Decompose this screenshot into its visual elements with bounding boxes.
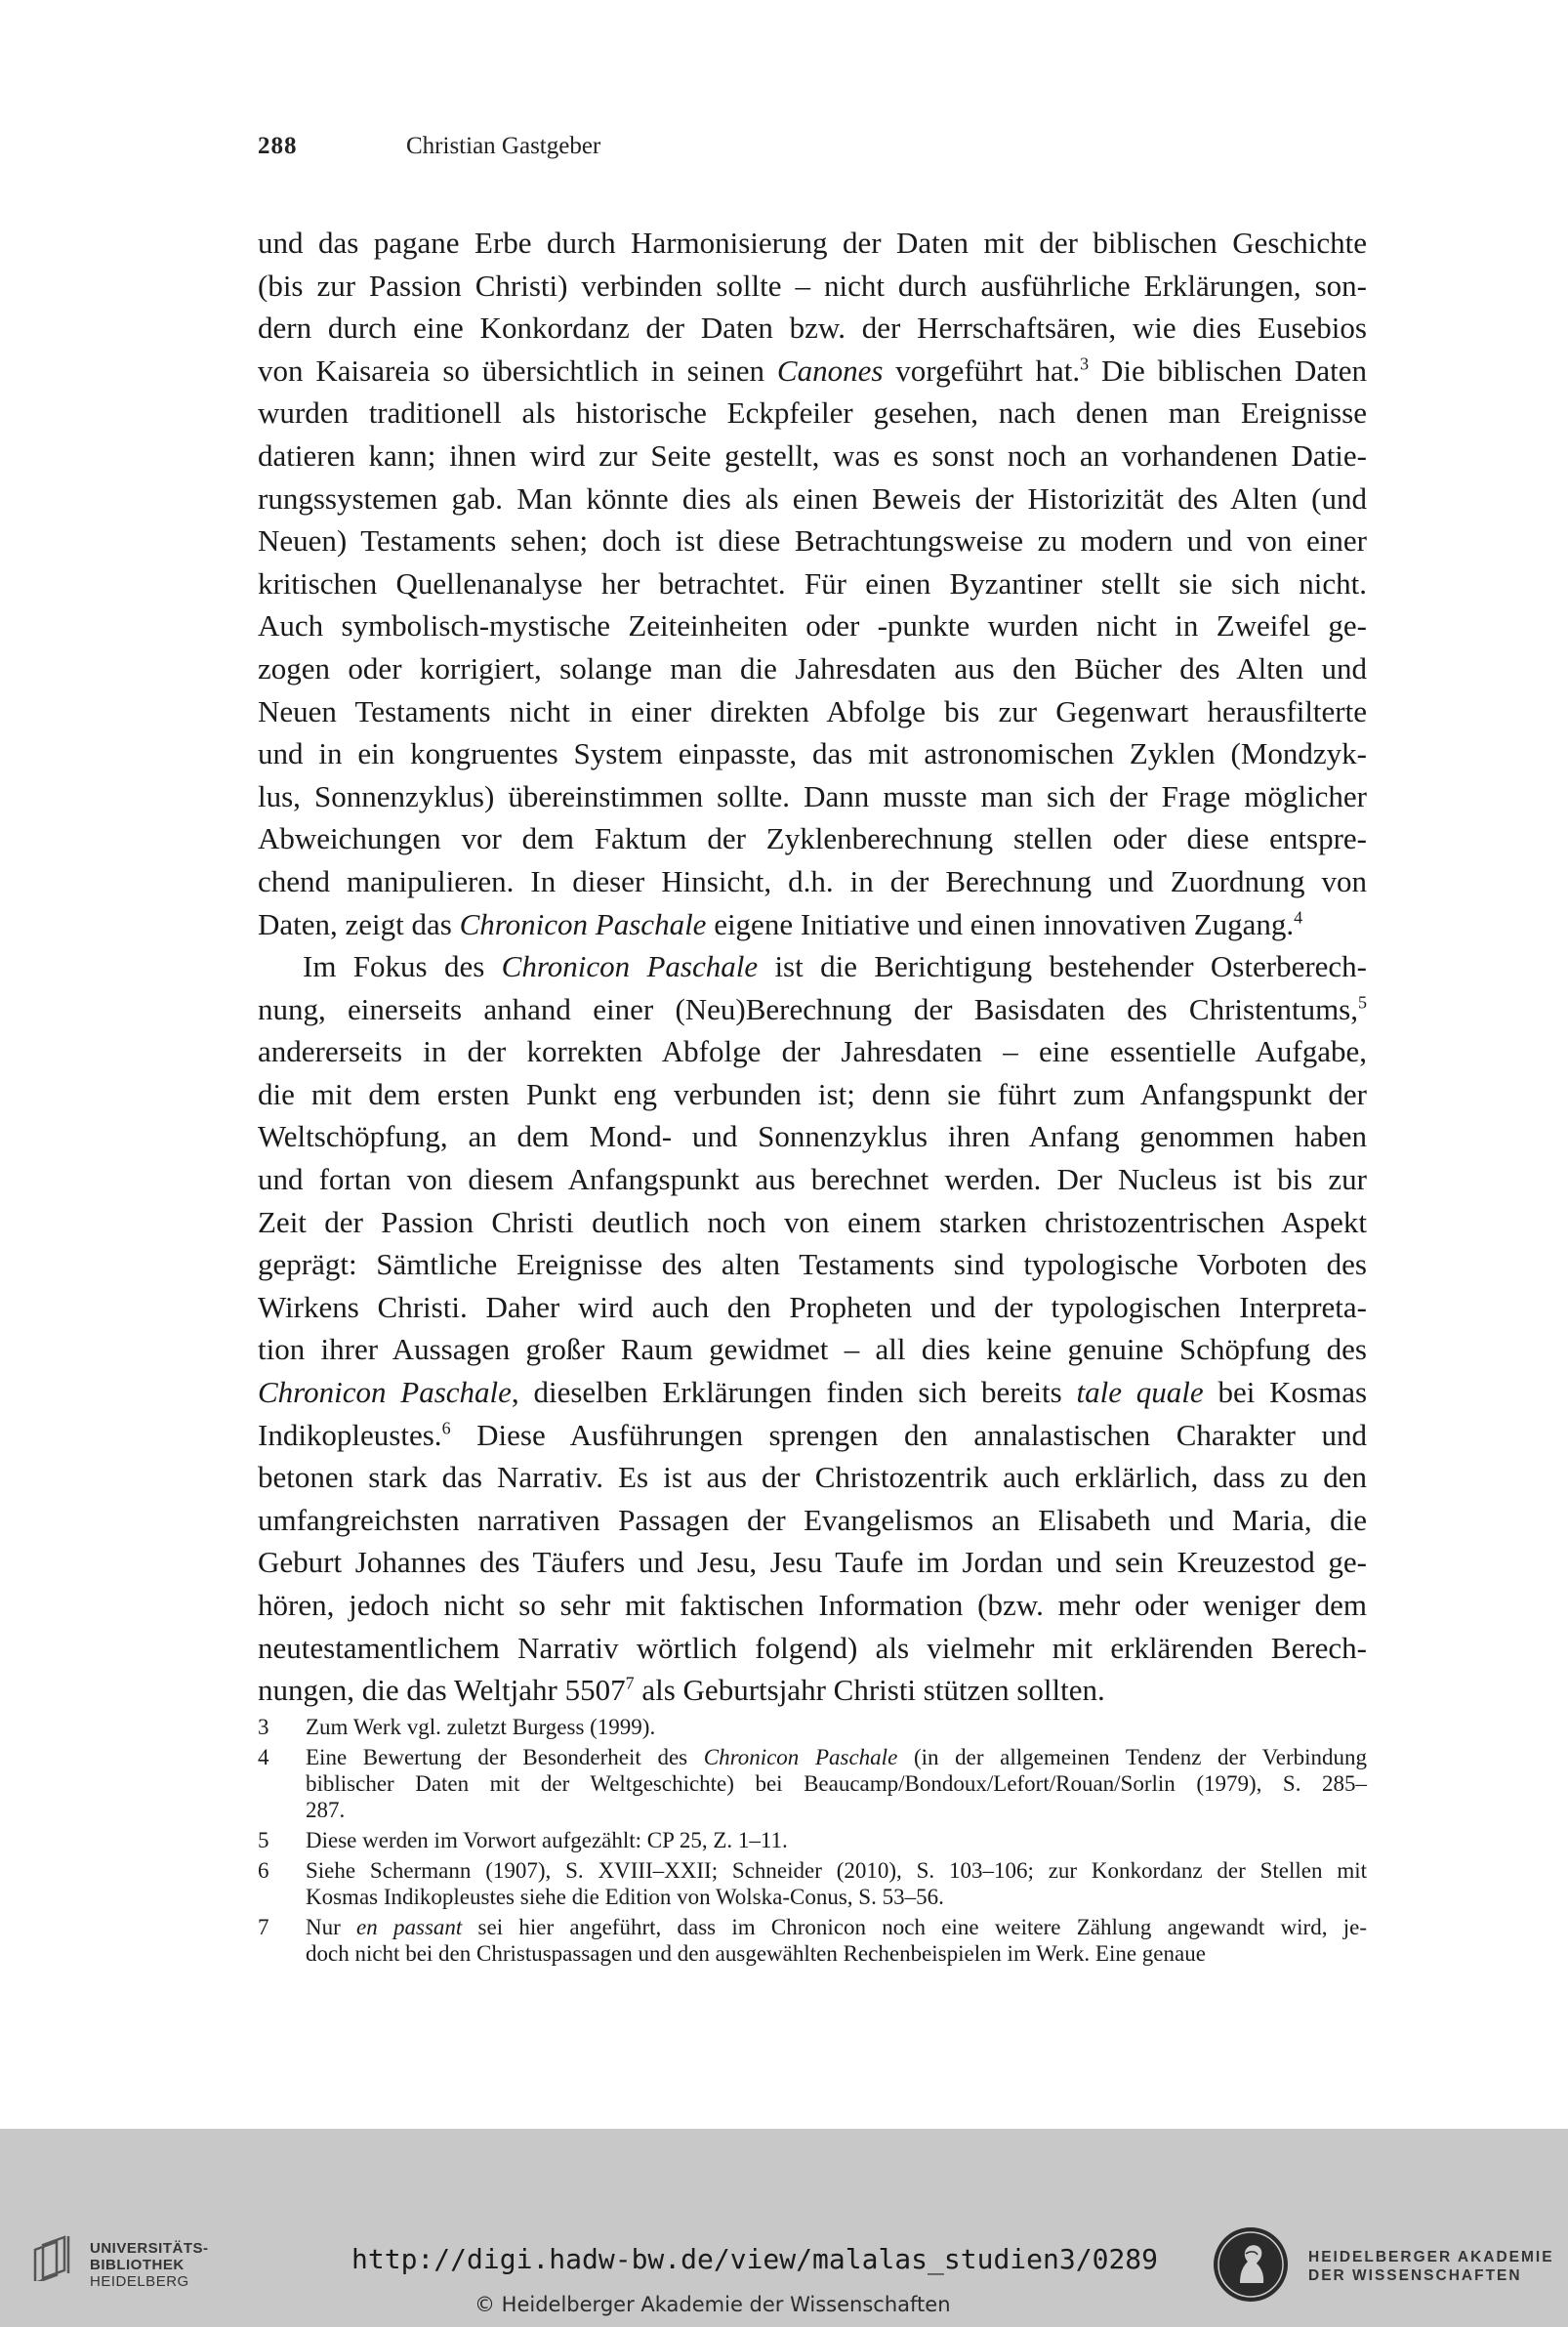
italic-title: Chronicon Paschale [258, 1375, 512, 1410]
text-run: eigene Initiative und einen innovativen Zugang. [706, 906, 1295, 941]
text-line: lus, Sonnenzyklus) übereinstimmen sollte. Dann musste man sich der Frage möglicher [258, 778, 1367, 813]
text-run: Die biblischen Daten [1089, 353, 1367, 388]
text-line [258, 903, 1367, 946]
text-line: und das pagane Erbe durch Harmonisierung der Daten mit der biblischen Geschichte [258, 226, 1367, 260]
italic-title: Chronicon Paschale [703, 1745, 898, 1769]
text-line: Weltschöpfung, an dem Mond- und Sonnenzyklus ihren Anfang genommen haben [258, 1119, 1367, 1154]
running-head [258, 133, 601, 160]
text-run: , dieselben Erklärungen finden sich bereits [511, 1375, 1077, 1410]
text-line [258, 1669, 1367, 1712]
text-line [258, 945, 1367, 988]
text-run: biblischer Daten mit der Weltgeschichte) bei Beaucamp/Bondoux/Lefort/Rouan/Sorlin (1979), S. 285– [306, 1771, 1367, 1796]
running-head-author: Christian Gastgeber [406, 133, 601, 159]
footnote-4 [258, 1744, 1367, 1823]
university-library-name [90, 2240, 209, 2290]
text-run: ist die Berichtigung bestehender Osterberech- [758, 949, 1367, 984]
text-line: und in ein kongruentes System einpasste, das mit astronomischen Zyklen (Mondzyk- [258, 736, 1367, 771]
italic-title: Chronicon Paschale [459, 906, 707, 941]
footnote-number: 3 [258, 1715, 269, 1739]
footnote-7 [258, 1914, 1367, 1967]
academy-name [1308, 2248, 1554, 2285]
text-run: Indikopleustes. [258, 1417, 442, 1452]
footnote-line [306, 1827, 1367, 1853]
text-line: die mit dem ersten Punkt eng verbunden ist; denn sie führt zum Anfangspunkt der [258, 1076, 1367, 1111]
footnote-line [306, 1770, 1367, 1797]
text-run: bei Kosmas [1203, 1375, 1368, 1410]
footnote-number: 7 [258, 1915, 269, 1939]
text-line [258, 350, 1367, 393]
text-line: rungssystemen gab. Man könnte dies als einen Beweis der Historizität des Alten (und [258, 480, 1367, 516]
text-line: hören, jedoch nicht so sehr mit faktischen Information (bzw. mehr oder weniger dem [258, 1588, 1367, 1622]
footnotes [258, 1714, 1367, 1971]
text-run: (in der allgemeinen Tendenz der Verbindung [897, 1745, 1367, 1769]
main-text [258, 222, 1367, 1712]
text-line: Zeit der Passion Christi deutlich noch von einem starken christozentrischen Aspekt [258, 1204, 1367, 1239]
text-run: Kosmas Indikopleustes siehe die Edition von Wolska-Conus, S. 53–56. [306, 1885, 944, 1909]
footnote-5 [258, 1827, 1367, 1853]
text-run: Diese werden im Vorwort aufgezählt: CP 25, Z. 1–11. [306, 1828, 788, 1852]
text-line: und fortan von diesem Anfangspunkt aus berechnet werden. Der Nucleus ist bis zur [258, 1162, 1367, 1197]
footnote-line [306, 1857, 1367, 1884]
footnote-ref: 3 [1080, 353, 1090, 374]
text-line: umfangreichsten narrativen Passagen der Evangelismos an Elisabeth und Maria, die [258, 1502, 1367, 1537]
text-line [258, 1414, 1367, 1457]
text-line: neutestamentlichem Narrativ wörtlich folgend) als vielmehr mit erklärenden Berech- [258, 1630, 1367, 1665]
text-line: andererseits in der korrekten Abfolge der Jahresdaten – eine essentielle Aufgabe, [258, 1034, 1367, 1069]
text-run: 287. [306, 1798, 346, 1822]
footnote-line [306, 1797, 1367, 1823]
footnote-number: 5 [258, 1828, 269, 1852]
text-line: (bis zur Passion Christi) verbinden sollte – nicht durch ausführliche Erklärungen, son- [258, 268, 1367, 303]
text-line: dern durch eine Konkordanz der Daten bzw. der Herrschaftsären, wie dies Eusebios [258, 311, 1367, 346]
ub-line-3: HEIDELBERG [90, 2273, 189, 2290]
text-run: sei hier angeführt, dass im Chronicon noch eine weitere Zählung angewandt wird, je- [462, 1915, 1367, 1939]
text-run: Diese Ausführungen sprengen den annalastischen Charakter und [450, 1417, 1367, 1452]
text-run: vorgeführt hat. [883, 353, 1081, 388]
text-run: Eine Bewertung der Besonderheit des [306, 1745, 704, 1769]
text-run: Daten, zeigt das [258, 906, 460, 941]
copyright-notice: © Heidelberger Akademie der Wissenschaften [475, 2293, 951, 2316]
permalink-url[interactable]: http://digi.hadw-bw.de/view/malalas_studien3/0289 [351, 2243, 1159, 2275]
footnote-ref: 5 [1358, 992, 1367, 1013]
text-line: Auch symbolisch-mystische Zeiteinheiten oder -punkte wurden nicht in Zweifel ge- [258, 608, 1367, 644]
text-line: geprägt: Sämtliche Ereignisse des alten Testaments sind typologische Vorboten des [258, 1247, 1367, 1282]
footnote-line [306, 1744, 1367, 1770]
text-run: Nur [306, 1915, 357, 1939]
paragraph-1 [258, 222, 1367, 945]
italic-title: en passant [356, 1915, 463, 1939]
text-run: Zum Werk vgl. zuletzt Burgess (1999). [306, 1715, 656, 1739]
university-library-logo-icon [29, 2226, 84, 2281]
hadw-line-1: HEIDELBERGER AKADEMIE [1308, 2249, 1554, 2265]
text-run: von Kaisareia so übersichtlich in seinen [258, 353, 777, 388]
footnote-line [306, 1714, 1367, 1740]
text-line [258, 988, 1367, 1031]
text-run: Siehe Schermann (1907), S. XVIII–XXII; Schneider (2010), S. 103–106; zur Konkordanz der Stellen mit [306, 1858, 1367, 1883]
text-line: Geburt Johannes des Täufers und Jesu, Jesu Taufe im Jordan und sein Kreuzestod ge- [258, 1545, 1367, 1580]
text-line: betonen stark das Narrativ. Es ist aus der Christozentrik auch erklärlich, dass zu den [258, 1460, 1367, 1495]
text-line: Abweichungen vor dem Faktum der Zyklenberechnung stellen oder diese entspre- [258, 821, 1367, 856]
footnote-number: 4 [258, 1745, 269, 1769]
paragraph-2 [258, 945, 1367, 1712]
text-run: nung, einerseits anhand einer (Neu)Berechnung der Basisdaten des Christentums, [258, 991, 1358, 1026]
footnote-line [306, 1884, 1367, 1910]
italic-title: Canones [776, 353, 884, 388]
text-line: wurden traditionell als historische Eckpfeiler gesehen, nach denen man Ereignisse [258, 395, 1367, 431]
text-line: kritischen Quellenanalyse her betrachtet. Für einen Byzantiner stellt sie sich nicht. [258, 565, 1367, 601]
italic-title: Chronicon Paschale [501, 949, 759, 984]
italic-title: tale quale [1076, 1375, 1204, 1410]
footnote-ref: 4 [1294, 907, 1303, 928]
footnote-line [306, 1940, 1367, 1967]
ub-line-1: UNIVERSITÄTS- [90, 2240, 209, 2257]
footnote-3 [258, 1714, 1367, 1740]
hadw-line-2: DER WISSENSCHAFTEN [1308, 2267, 1522, 2284]
text-line: chend manipulieren. In dieser Hinsicht, d.h. in der Berechnung und Zuordnung von [258, 863, 1367, 898]
text-line: tion ihrer Aussagen großer Raum gewidmet – all dies keine genuine Schöpfung des [258, 1332, 1367, 1367]
text-line: datieren kann; ihnen wird zur Seite gestellt, was es sonst noch an vorhandenen Datie- [258, 437, 1367, 473]
footnote-number: 6 [258, 1858, 269, 1883]
text-line: zogen oder korrigiert, solange man die Jahresdaten aus den Bücher des Alten und [258, 650, 1367, 686]
text-line: Neuen) Testaments sehen; doch ist diese Betrachtungsweise zu modern und von einer [258, 523, 1367, 559]
ub-line-2: BIBLIOTHEK [90, 2257, 185, 2273]
text-run: doch nicht bei den Christuspassagen und den ausgewählten Rechenbeispielen im Werk. Eine genaue [306, 1941, 1206, 1966]
text-run: als Geburtsjahr Christi stützen sollten. [634, 1673, 1105, 1708]
text-run: nungen, die das Weltjahr 5507 [258, 1673, 626, 1708]
footnote-6 [258, 1857, 1367, 1910]
page-number: 288 [258, 133, 298, 159]
footnote-line [306, 1914, 1367, 1940]
footnote-ref: 6 [441, 1418, 451, 1438]
text-line [258, 1371, 1367, 1414]
academy-seal-icon [1211, 2224, 1291, 2305]
text-line: Wirkens Christi. Daher wird auch den Propheten und der typologischen Interpreta- [258, 1289, 1367, 1324]
text-run: Im Fokus des [303, 949, 502, 984]
footnote-ref: 7 [625, 1673, 635, 1693]
text-line: Neuen Testaments nicht in einer direkten Abfolge bis zur Gegenwart herausfilterte [258, 693, 1367, 728]
